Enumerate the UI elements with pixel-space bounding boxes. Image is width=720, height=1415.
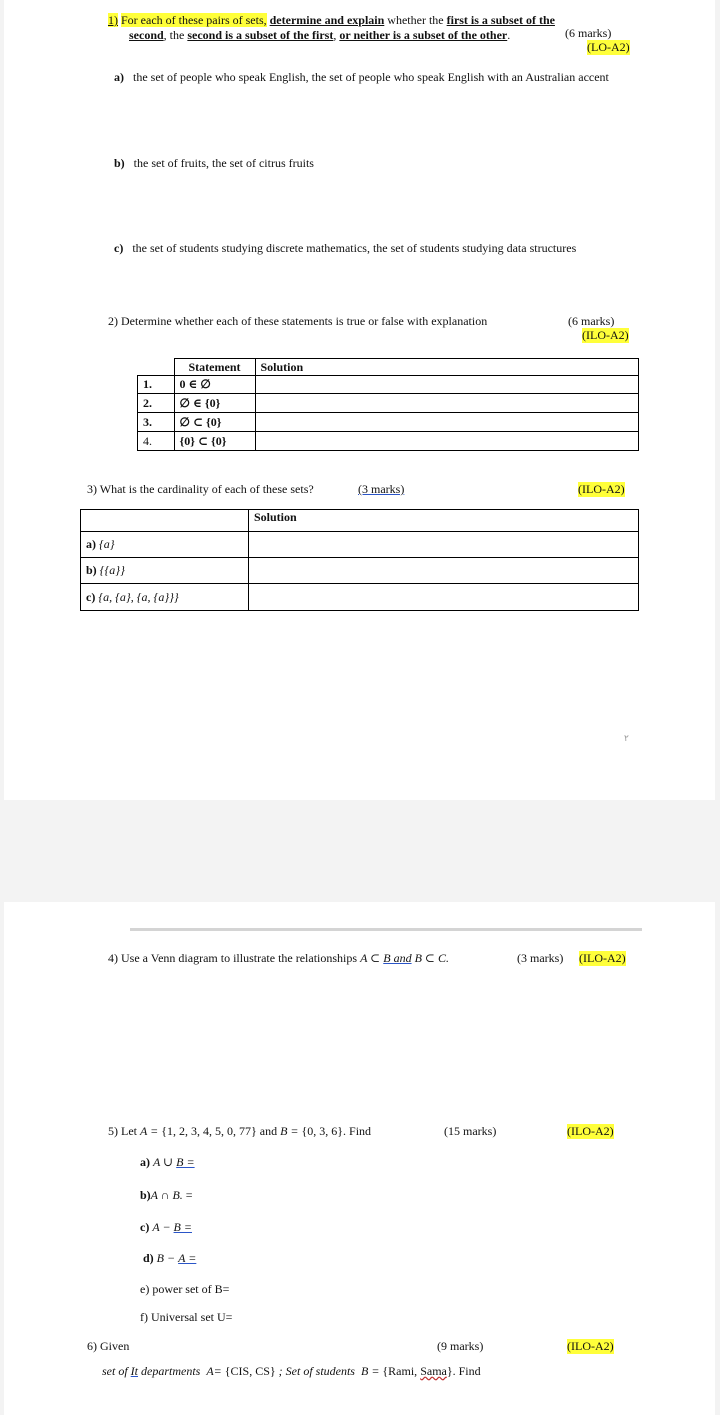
q5-item-f: f) Universal set U=	[140, 1310, 233, 1324]
q5-item-expression: A ∩ B.	[150, 1188, 183, 1202]
q2-row-solution[interactable]	[255, 394, 639, 413]
q3-row-label: b)	[86, 563, 97, 577]
q1-line-2	[129, 28, 510, 43]
q5-item-tail: B =	[176, 1155, 195, 1169]
q2-row-number: 1.	[138, 376, 175, 394]
q5-item-b	[140, 1188, 193, 1203]
q5-item-d	[143, 1251, 196, 1266]
q5-item-label: d)	[143, 1251, 154, 1265]
q1-text-1: For each of these pairs of sets,	[121, 13, 267, 27]
q2-row-statement: 0 ∈ ∅	[174, 376, 255, 394]
q5-marks: (15 marks)	[444, 1124, 497, 1138]
q6-text-7: B =	[360, 1364, 380, 1378]
q2-row-number: 3.	[138, 413, 175, 432]
table-row	[138, 413, 639, 432]
q1-part-b	[114, 156, 314, 171]
q1-part-c-text: the set of students studying discrete mathematics, the set of students studying data structures	[132, 241, 577, 255]
q5-item-label: b)	[140, 1188, 151, 1202]
q3-row-set	[81, 584, 249, 611]
q1-text-2: determine and explain	[269, 13, 385, 27]
q2-header-solution: Solution	[255, 359, 639, 376]
q6-text-9: Sama	[420, 1364, 447, 1378]
q1-text-7: second is a subset of the first	[187, 28, 334, 42]
q3-ilo: (ILO-A2)	[578, 482, 625, 496]
q6-text-2: It	[130, 1364, 139, 1378]
q1-part-b-text: the set of fruits, the set of citrus fruits	[133, 156, 314, 170]
q5-item-tail: B =	[173, 1220, 192, 1234]
q6-ilo: (ILO-A2)	[567, 1339, 614, 1353]
q3-row-set	[81, 558, 249, 584]
stray-mark: ٢	[624, 733, 629, 743]
q5-text-2: A =	[140, 1124, 159, 1138]
q6-text-8: {Rami,	[382, 1364, 418, 1378]
q1-number: 1)	[108, 13, 118, 27]
q1-part-a	[114, 70, 609, 85]
q1-part-b-label: b)	[114, 156, 125, 170]
q2-table	[137, 358, 639, 451]
table-row	[138, 376, 639, 394]
q4-text-3: B and	[383, 951, 412, 965]
q3-row-expression: {{a}}	[99, 563, 125, 577]
q3-row-solution[interactable]	[249, 532, 639, 558]
document-page-1	[4, 0, 715, 800]
q6-text-10: }	[446, 1364, 453, 1378]
q5-item-expression: A ∪	[153, 1155, 174, 1169]
q4-marks: (3 marks)	[517, 951, 564, 965]
q3-row-solution[interactable]	[249, 558, 639, 584]
q3-table-header	[81, 510, 639, 532]
table-row	[138, 432, 639, 451]
q1-text-6: , the	[163, 28, 185, 42]
q3-row-expression: {a}	[99, 537, 115, 551]
q6-label: 6) Given	[87, 1339, 130, 1353]
q1-part-a-label: a)	[114, 70, 124, 84]
document-page-2	[4, 902, 715, 1415]
q5-item-label: c)	[140, 1220, 150, 1234]
q5-item-e: e) power set of B=	[140, 1282, 230, 1296]
q2-row-solution[interactable]	[255, 432, 639, 451]
q1-text-3: whether the	[387, 13, 444, 27]
q2-marks: (6 marks)	[568, 314, 615, 328]
q2-prompt: 2) Determine whether each of these statements is true or false with explanation	[108, 314, 488, 328]
q4-ilo: (ILO-A2)	[579, 951, 626, 965]
q6-text-6: ; Set of students	[278, 1364, 355, 1378]
q3-row-set	[81, 532, 249, 558]
q3-row-label: a)	[86, 537, 96, 551]
q2-row-solution[interactable]	[255, 413, 639, 432]
q1-part-c-label: c)	[114, 241, 124, 255]
q6-text-1: set of	[102, 1364, 128, 1378]
q2-row-statement: ∅ ∈ {0}	[174, 394, 255, 413]
q6-text-11: . Find	[452, 1364, 481, 1378]
q1-text-9: or neither is a subset of the other	[339, 28, 508, 42]
q4-text-2: A ⊂	[360, 951, 381, 965]
q2-row-statement: ∅ ⊂ {0}	[174, 413, 255, 432]
q5-item-c	[140, 1220, 192, 1235]
table-row	[81, 584, 639, 611]
q5-item-expression: A −	[152, 1220, 171, 1234]
q4-prompt	[108, 951, 449, 966]
q3-table	[80, 509, 639, 611]
q5-text-3: {1, 2, 3, 4, 5, 0, 77}	[161, 1124, 257, 1138]
q3-row-solution[interactable]	[249, 584, 639, 611]
q3-header-blank	[81, 510, 249, 532]
q1-text-4: first is a subset of the	[446, 13, 555, 27]
q5-text-5: B =	[280, 1124, 299, 1138]
q2-row-solution[interactable]	[255, 376, 639, 394]
q2-header-statement: Statement	[174, 359, 255, 376]
q5-prompt	[108, 1124, 371, 1139]
q6-text-4: A=	[206, 1364, 222, 1378]
q5-item-tail: A =	[178, 1251, 197, 1265]
q2-header-blank	[138, 359, 175, 376]
q5-item-label: a)	[140, 1155, 150, 1169]
q3-header-solution: Solution	[249, 510, 639, 532]
q5-item-a	[140, 1155, 195, 1170]
q3-row-expression: {a, {a}, {a, {a}}}	[98, 589, 179, 604]
q6-text-5: {CIS, CS}	[224, 1364, 276, 1378]
q1-line-1	[108, 13, 555, 28]
q6-marks: (9 marks)	[437, 1339, 484, 1353]
q1-part-a-text: the set of people who speak English, the set of people who speak English with an Australian accent	[133, 70, 609, 84]
q1-marks: (6 marks)	[565, 26, 612, 40]
q4-text-4: B ⊂ C.	[414, 951, 449, 965]
horizontal-rule	[130, 928, 642, 931]
q3-prompt: 3) What is the cardinality of each of these sets?	[87, 482, 314, 496]
q1-text-8: ,	[333, 28, 337, 42]
q6-text-3: departments	[141, 1364, 201, 1378]
q1-part-c	[114, 241, 576, 256]
table-row	[138, 394, 639, 413]
table-row	[81, 558, 639, 584]
q2-row-number: 2.	[138, 394, 175, 413]
q2-row-number: 4.	[138, 432, 175, 451]
q2-table-header	[138, 359, 639, 376]
q5-item-expression: B −	[156, 1251, 176, 1265]
q5-text-7: . Find	[343, 1124, 372, 1138]
q5-text-1: 5) Let	[108, 1124, 137, 1138]
q3-row-label: c)	[86, 589, 96, 604]
q1-text-10: .	[507, 28, 511, 42]
q1-ilo: (LO-A2)	[587, 40, 630, 54]
q1-text-5: second	[129, 28, 164, 42]
q5-item-tail: =	[185, 1188, 193, 1202]
q5-text-6: {0, 3, 6}	[301, 1124, 344, 1138]
q3-marks: (3 marks)	[358, 482, 405, 496]
q5-ilo: (ILO-A2)	[567, 1124, 614, 1138]
table-row	[81, 532, 639, 558]
q5-text-4: and	[259, 1124, 278, 1138]
q6-given-line	[102, 1364, 481, 1379]
q2-row-statement: {0} ⊂ {0}	[174, 432, 255, 451]
q2-ilo: (ILO-A2)	[582, 328, 629, 342]
q4-text-1: 4) Use a Venn diagram to illustrate the relationships	[108, 951, 358, 965]
